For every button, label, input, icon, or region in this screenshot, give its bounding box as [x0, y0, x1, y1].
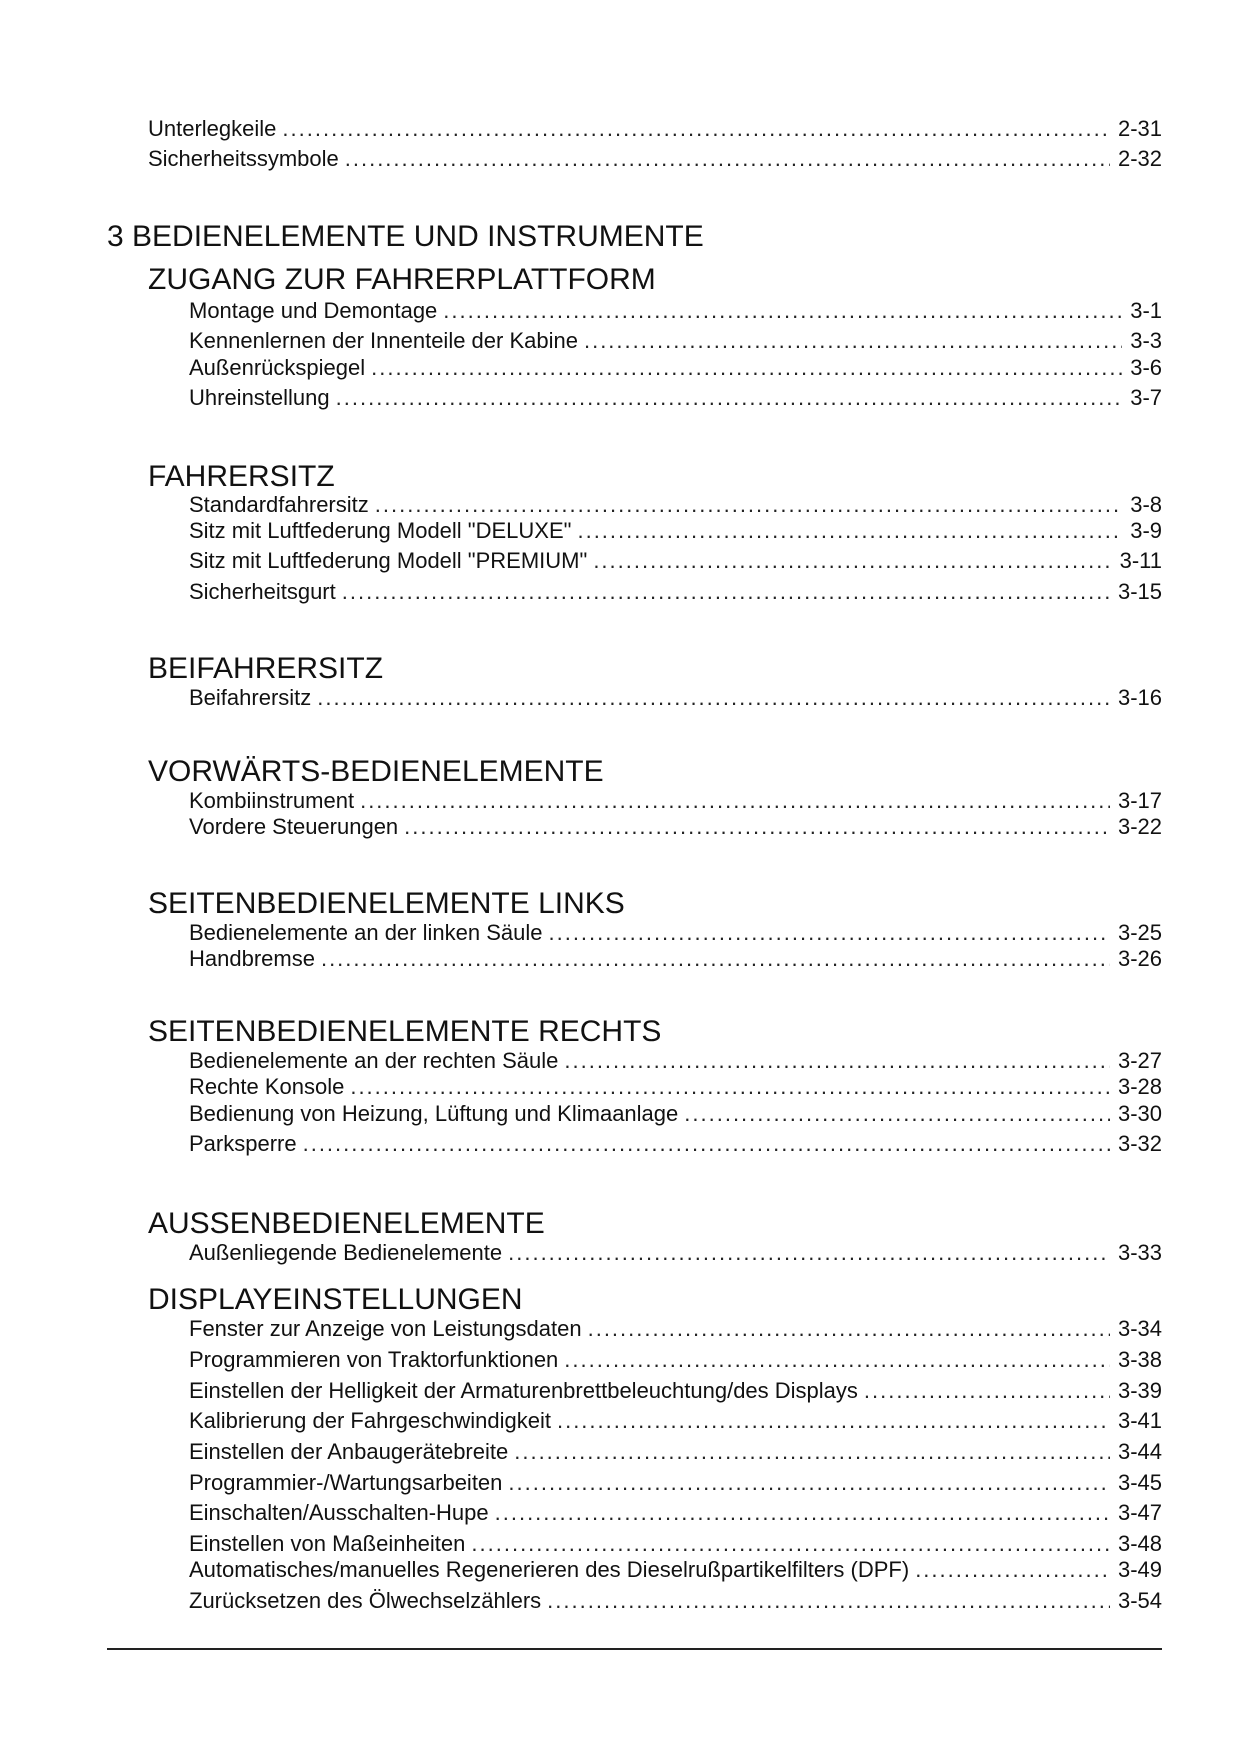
toc-entry[interactable]: [189, 1347, 1162, 1373]
toc-entry[interactable]: [189, 1408, 1162, 1434]
toc-entry-label: Außenliegende Bedienelemente: [189, 1240, 503, 1265]
toc-leader-dots: [495, 1500, 1110, 1526]
toc-entry-page: 3-26: [1117, 946, 1162, 971]
toc-entry[interactable]: [189, 1439, 1162, 1465]
toc-leader-dots: [577, 518, 1122, 544]
toc-entry[interactable]: [148, 116, 1162, 142]
toc-entry-label: Bedienelemente an der rechten Säule: [189, 1048, 559, 1073]
toc-leader-dots: [350, 1074, 1110, 1100]
section-title: FAHRERSITZ: [148, 460, 335, 493]
toc-entry-page: 3-32: [1117, 1131, 1162, 1156]
toc-entry[interactable]: [189, 814, 1162, 840]
toc-entry-page: 3-16: [1117, 685, 1162, 710]
toc-entry-label: Außenrückspiegel: [189, 355, 366, 380]
toc-entry-page: 3-33: [1117, 1240, 1162, 1265]
toc-leader-dots: [336, 385, 1123, 411]
toc-entry-page: 3-22: [1117, 814, 1162, 839]
toc-leader-dots: [514, 1439, 1110, 1465]
toc-leader-dots: [303, 1131, 1110, 1157]
toc-entry-label: Kombiinstrument: [189, 788, 355, 813]
toc-entry[interactable]: [189, 355, 1162, 381]
section-title: ZUGANG ZUR FAHRERPLATTFORM: [148, 263, 656, 296]
section-title: BEIFAHRERSITZ: [148, 652, 384, 685]
toc-entry-label: Einstellen der Helligkeit der Armaturenbrettbeleuchtung/des Displays: [189, 1378, 858, 1403]
toc-entry[interactable]: [189, 1048, 1162, 1074]
toc-leader-dots: [342, 579, 1110, 605]
section-title: VORWÄRTS-BEDIENELEMENTE: [148, 755, 604, 788]
toc-entry-label: Kennenlernen der Innenteile der Kabine: [189, 328, 578, 353]
toc-entry[interactable]: [148, 146, 1162, 172]
toc-entry[interactable]: [189, 1557, 1162, 1583]
section-title: AUSSENBEDIENELEMENTE: [148, 1207, 545, 1240]
toc-entry[interactable]: [189, 1131, 1162, 1157]
toc-entry-page: 3-28: [1117, 1074, 1162, 1099]
toc-leader-dots: [282, 116, 1110, 142]
toc-entry[interactable]: [189, 1378, 1162, 1404]
toc-entry-label: Sitz mit Luftfederung Modell "PREMIUM": [189, 548, 588, 573]
toc-entry-page: 3-44: [1117, 1439, 1162, 1464]
toc-entry-label: Sicherheitssymbole: [148, 146, 339, 171]
toc-entry-page: 2-32: [1117, 146, 1162, 171]
toc-entry-page: 3-30: [1117, 1101, 1162, 1126]
toc-entry-label: Uhreinstellung: [189, 385, 330, 410]
toc-entry-page: 3-7: [1130, 385, 1162, 410]
toc-entry-page: 3-47: [1117, 1500, 1162, 1525]
toc-leader-dots: [345, 146, 1110, 172]
toc-entry[interactable]: [189, 579, 1162, 605]
toc-entry-page: 3-39: [1117, 1378, 1162, 1403]
toc-entry[interactable]: [189, 1074, 1162, 1100]
toc-leader-dots: [321, 946, 1110, 972]
toc-entry-label: Vordere Steuerungen: [189, 814, 399, 839]
toc-leader-dots: [915, 1557, 1110, 1583]
toc-entry[interactable]: [189, 385, 1162, 411]
toc-entry-label: Unterlegkeile: [148, 116, 277, 141]
toc-entry[interactable]: [189, 1588, 1162, 1614]
footer-divider: [107, 1648, 1162, 1650]
toc-leader-dots: [471, 1531, 1110, 1557]
toc-entry-page: 3-49: [1117, 1557, 1162, 1582]
toc-leader-dots: [547, 1588, 1110, 1614]
toc-leader-dots: [508, 1240, 1110, 1266]
toc-entry-page: 3-11: [1119, 548, 1162, 573]
toc-entry-page: 2-31: [1117, 116, 1162, 141]
toc-leader-dots: [317, 685, 1110, 711]
toc-entry[interactable]: [189, 946, 1162, 972]
toc-entry[interactable]: [189, 1316, 1162, 1342]
toc-entry-label: Montage und Demontage: [189, 298, 438, 323]
toc-entry-label: Parksperre: [189, 1131, 297, 1156]
toc-entry-label: Beifahrersitz: [189, 685, 312, 710]
toc-entry-label: Zurücksetzen des Ölwechselzählers: [189, 1588, 542, 1613]
toc-entry-page: 3-8: [1130, 492, 1162, 517]
toc-entry[interactable]: [189, 548, 1162, 574]
section-title: SEITENBEDIENELEMENTE LINKS: [148, 887, 625, 920]
toc-entry-page: 3-1: [1130, 298, 1162, 323]
toc-leader-dots: [548, 920, 1109, 946]
toc-leader-dots: [371, 355, 1122, 381]
toc-entry-page: 3-45: [1117, 1470, 1162, 1495]
section-title: SEITENBEDIENELEMENTE RECHTS: [148, 1015, 662, 1048]
toc-entry[interactable]: [189, 1470, 1162, 1496]
toc-entry-label: Rechte Konsole: [189, 1074, 345, 1099]
toc-entry-page: 3-34: [1117, 1316, 1162, 1341]
toc-entry[interactable]: [189, 298, 1162, 324]
toc-leader-dots: [864, 1378, 1110, 1404]
toc-entry-label: Standardfahrersitz: [189, 492, 369, 517]
toc-leader-dots: [588, 1316, 1110, 1342]
toc-entry-page: 3-48: [1117, 1531, 1162, 1556]
toc-entry-page: 3-25: [1117, 920, 1162, 945]
toc-entry[interactable]: [189, 1240, 1162, 1266]
toc-entry-label: Automatisches/manuelles Regenerieren des Dieselrußpartikelfilters (DPF): [189, 1557, 910, 1582]
toc-entry-label: Programmieren von Traktorfunktionen: [189, 1347, 559, 1372]
toc-leader-dots: [375, 492, 1122, 518]
chapter-title: 3 BEDIENELEMENTE UND INSTRUMENTE: [107, 220, 704, 253]
toc-entry[interactable]: [189, 518, 1162, 544]
toc-entry[interactable]: [189, 920, 1162, 946]
toc-entry-page: 3-38: [1117, 1347, 1162, 1372]
toc-entry-label: Programmier-/Wartungsarbeiten: [189, 1470, 503, 1495]
toc-entry-label: Handbremse: [189, 946, 315, 971]
toc-entry-page: 3-17: [1117, 788, 1162, 813]
toc-entry-label: Einschalten/Ausschalten-Hupe: [189, 1500, 489, 1525]
toc-entry-page: 3-6: [1130, 355, 1162, 380]
toc-entry-page: 3-3: [1130, 328, 1162, 353]
toc-leader-dots: [564, 1048, 1110, 1074]
toc-leader-dots: [360, 788, 1110, 814]
toc-entry[interactable]: [189, 1101, 1162, 1127]
toc-entry-label: Sitz mit Luftfederung Modell "DELUXE": [189, 518, 572, 543]
toc-leader-dots: [584, 328, 1122, 354]
toc-entry-label: Fenster zur Anzeige von Leistungsdaten: [189, 1316, 582, 1341]
toc-entry-label: Bedienelemente an der linken Säule: [189, 920, 543, 945]
toc-leader-dots: [593, 548, 1111, 574]
toc-entry-label: Einstellen der Anbaugerätebreite: [189, 1439, 509, 1464]
toc-entry-label: Bedienung von Heizung, Lüftung und Klimaanlage: [189, 1101, 679, 1126]
toc-entry[interactable]: [189, 685, 1162, 711]
toc-entry-page: 3-41: [1117, 1408, 1162, 1433]
toc-entry[interactable]: [189, 788, 1162, 814]
toc-entry-page: 3-15: [1117, 579, 1162, 604]
toc-entry-label: Einstellen von Maßeinheiten: [189, 1531, 466, 1556]
toc-leader-dots: [443, 298, 1122, 324]
section-title: DISPLAYEINSTELLUNGEN: [148, 1283, 523, 1316]
toc-entry[interactable]: [189, 492, 1162, 518]
toc-leader-dots: [557, 1408, 1110, 1434]
toc-entry[interactable]: [189, 1500, 1162, 1526]
toc-entry-page: 3-54: [1117, 1588, 1162, 1613]
toc-leader-dots: [404, 814, 1110, 840]
toc-entry[interactable]: [189, 328, 1162, 354]
toc-leader-dots: [508, 1470, 1110, 1496]
toc-entry-page: 3-9: [1130, 518, 1162, 543]
toc-leader-dots: [564, 1347, 1110, 1373]
toc-entry-page: 3-27: [1117, 1048, 1162, 1073]
toc-entry-label: Sicherheitsgurt: [189, 579, 336, 604]
toc-leader-dots: [684, 1101, 1110, 1127]
toc-entry[interactable]: [189, 1531, 1162, 1557]
toc-entry-label: Kalibrierung der Fahrgeschwindigkeit: [189, 1408, 551, 1433]
